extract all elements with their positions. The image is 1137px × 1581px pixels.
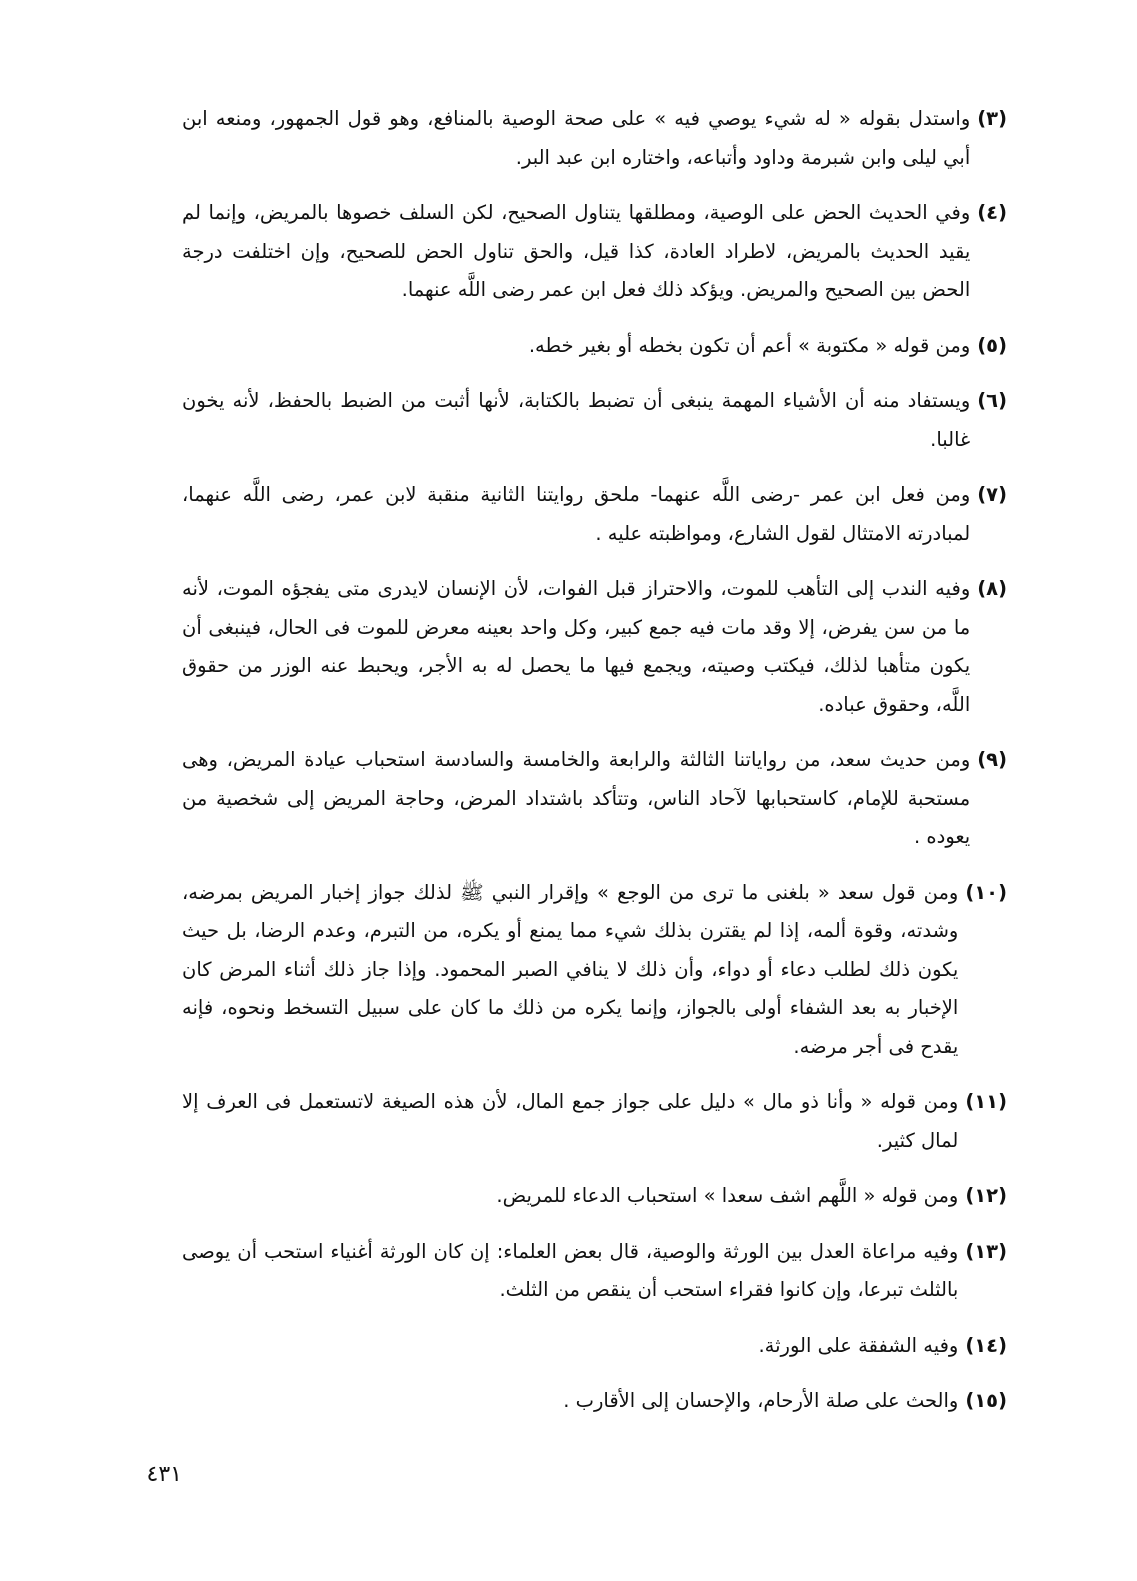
note-number: (٩) bbox=[977, 748, 1007, 771]
note-5 bbox=[182, 327, 1007, 366]
note-text: والحث على صلة الأرحام، والإحسان إلى الأقارب . bbox=[563, 1389, 959, 1412]
note-number: (٤) bbox=[977, 201, 1007, 224]
note-text: واستدل بقوله « له شيء يوصي فيه » على صحة الوصية بالمنافع، وهو قول الجمهور، ومنعه ابن أبي ليلى وابن شبرمة وداود وأتباعه، واختاره ابن عبد البر. bbox=[182, 107, 971, 169]
note-3 bbox=[182, 100, 1007, 177]
note-number: (١٥) bbox=[965, 1389, 1007, 1412]
note-15 bbox=[182, 1382, 1007, 1421]
note-9 bbox=[182, 741, 1007, 857]
note-number: (١٣) bbox=[965, 1239, 1007, 1263]
note-text: ومن قول سعد « بلغنى ما ترى من الوجع » وإقرار النبي ﷺ لذلك جواز إخبار المريض بمرضه، وشدته، وقوة ألمه، إذا لم يقترن بذلك شيء مما يمنع أو يكره، من التبرم، وعدم الرضا، بل حيث يكون ذلك لطلب دعاء أو دواء، وأن ذلك لا ينافي الصبر المحمود. وإذا جاز ذلك أثناء المرض كان الإخبار به بعد الشفاء أولى بالجواز، وإنما يكره من ذلك ما كان على سبيل التسخط ونحوه، فإنه يقدح فى أجر مرضه. bbox=[182, 880, 959, 1058]
note-8 bbox=[182, 570, 1007, 724]
note-number: (٧) bbox=[977, 483, 1007, 506]
note-number: (١١) bbox=[965, 1090, 1007, 1113]
note-13 bbox=[182, 1233, 1007, 1310]
note-11 bbox=[182, 1083, 1007, 1160]
note-number: (٨) bbox=[977, 577, 1007, 600]
note-number: (٥) bbox=[977, 333, 1007, 357]
note-text: وفيه الشفقة على الورثة. bbox=[758, 1333, 959, 1357]
note-number: (١٢) bbox=[965, 1184, 1007, 1207]
note-7 bbox=[182, 476, 1007, 553]
note-number: (٣) bbox=[977, 107, 1007, 130]
note-text: وفيه مراعاة العدل بين الورثة والوصية، قال بعض العلماء: إن كان الورثة أغنياء استحب أن يوصى بالثلث تبرعا، وإن كانوا فقراء استحب أن ينقص من الثلث. bbox=[182, 1239, 959, 1301]
note-10 bbox=[182, 874, 1007, 1067]
note-text: ومن فعل ابن عمر -رضى اللَّه عنهما- ملحق روايتنا الثانية منقبة لابن عمر، رضى اللَّه عنهما، لمبادرته الامتثال لقول الشارع، ومواظبته عليه . bbox=[182, 483, 971, 545]
note-number: (١٠) bbox=[965, 880, 1007, 904]
note-text: وفيه الندب إلى التأهب للموت، والاحتراز قبل الفوات، لأن الإنسان لايدرى متى يفجؤه الموت، لأنه ما من سن يفرض، إلا وقد مات فيه جمع كبير، وكل واحد بعينه معرض للموت فى الحال، فينبغى أن يكون متأهبا لذلك، فيكتب وصيته، ويجمع فيها ما يحصل له به الأجر، ويحبط عنه الوزر من حقوق اللَّه، وحقوق عباده. bbox=[182, 577, 971, 716]
note-text: ومن قوله « وأنا ذو مال » دليل على جواز جمع المال، لأن هذه الصيغة لاتستعمل فى العرف إلا لمال كثير. bbox=[182, 1090, 959, 1152]
page-number: ٤٣١ bbox=[146, 1462, 182, 1487]
note-12 bbox=[182, 1177, 1007, 1216]
note-text: وفي الحديث الحض على الوصية، ومطلقها يتناول الصحيح، لكن السلف خصوها بالمريض، وإنما لم يقيد الحديث بالمريض، لاطراد العادة، كذا قيل، والحق تناول الحض للصحيح، وإن اختلفت درجة الحض بين الصحيح والمريض. ويؤكد ذلك فعل ابن عمر رضى اللَّه عنهما. bbox=[182, 201, 971, 301]
note-text: ويستفاد منه أن الأشياء المهمة ينبغى أن تضبط بالكتابة، لأنها أثبت من الضبط بالحفظ، لأنه يخون غالبا. bbox=[182, 389, 971, 451]
note-text: ومن حديث سعد، من رواياتنا الثالثة والرابعة والخامسة والسادسة استحباب عيادة المريض، وهى مستحبة للإمام، كاستحبابها لآحاد الناس، وتتأكد باشتداد المرض، وحاجة المريض إلى شخصية من يعوده . bbox=[182, 748, 971, 848]
note-number: (٦) bbox=[977, 389, 1007, 412]
note-text: ومن قوله « مكتوبة » أعم أن تكون بخطه أو بغير خطه. bbox=[528, 333, 971, 357]
commentary-notes bbox=[182, 100, 1007, 1438]
note-text: ومن قوله « اللَّهم اشف سعدا » استحباب الدعاء للمريض. bbox=[496, 1184, 959, 1207]
note-14 bbox=[182, 1327, 1007, 1366]
note-6 bbox=[182, 382, 1007, 459]
note-4 bbox=[182, 194, 1007, 310]
note-number: (١٤) bbox=[965, 1333, 1007, 1357]
